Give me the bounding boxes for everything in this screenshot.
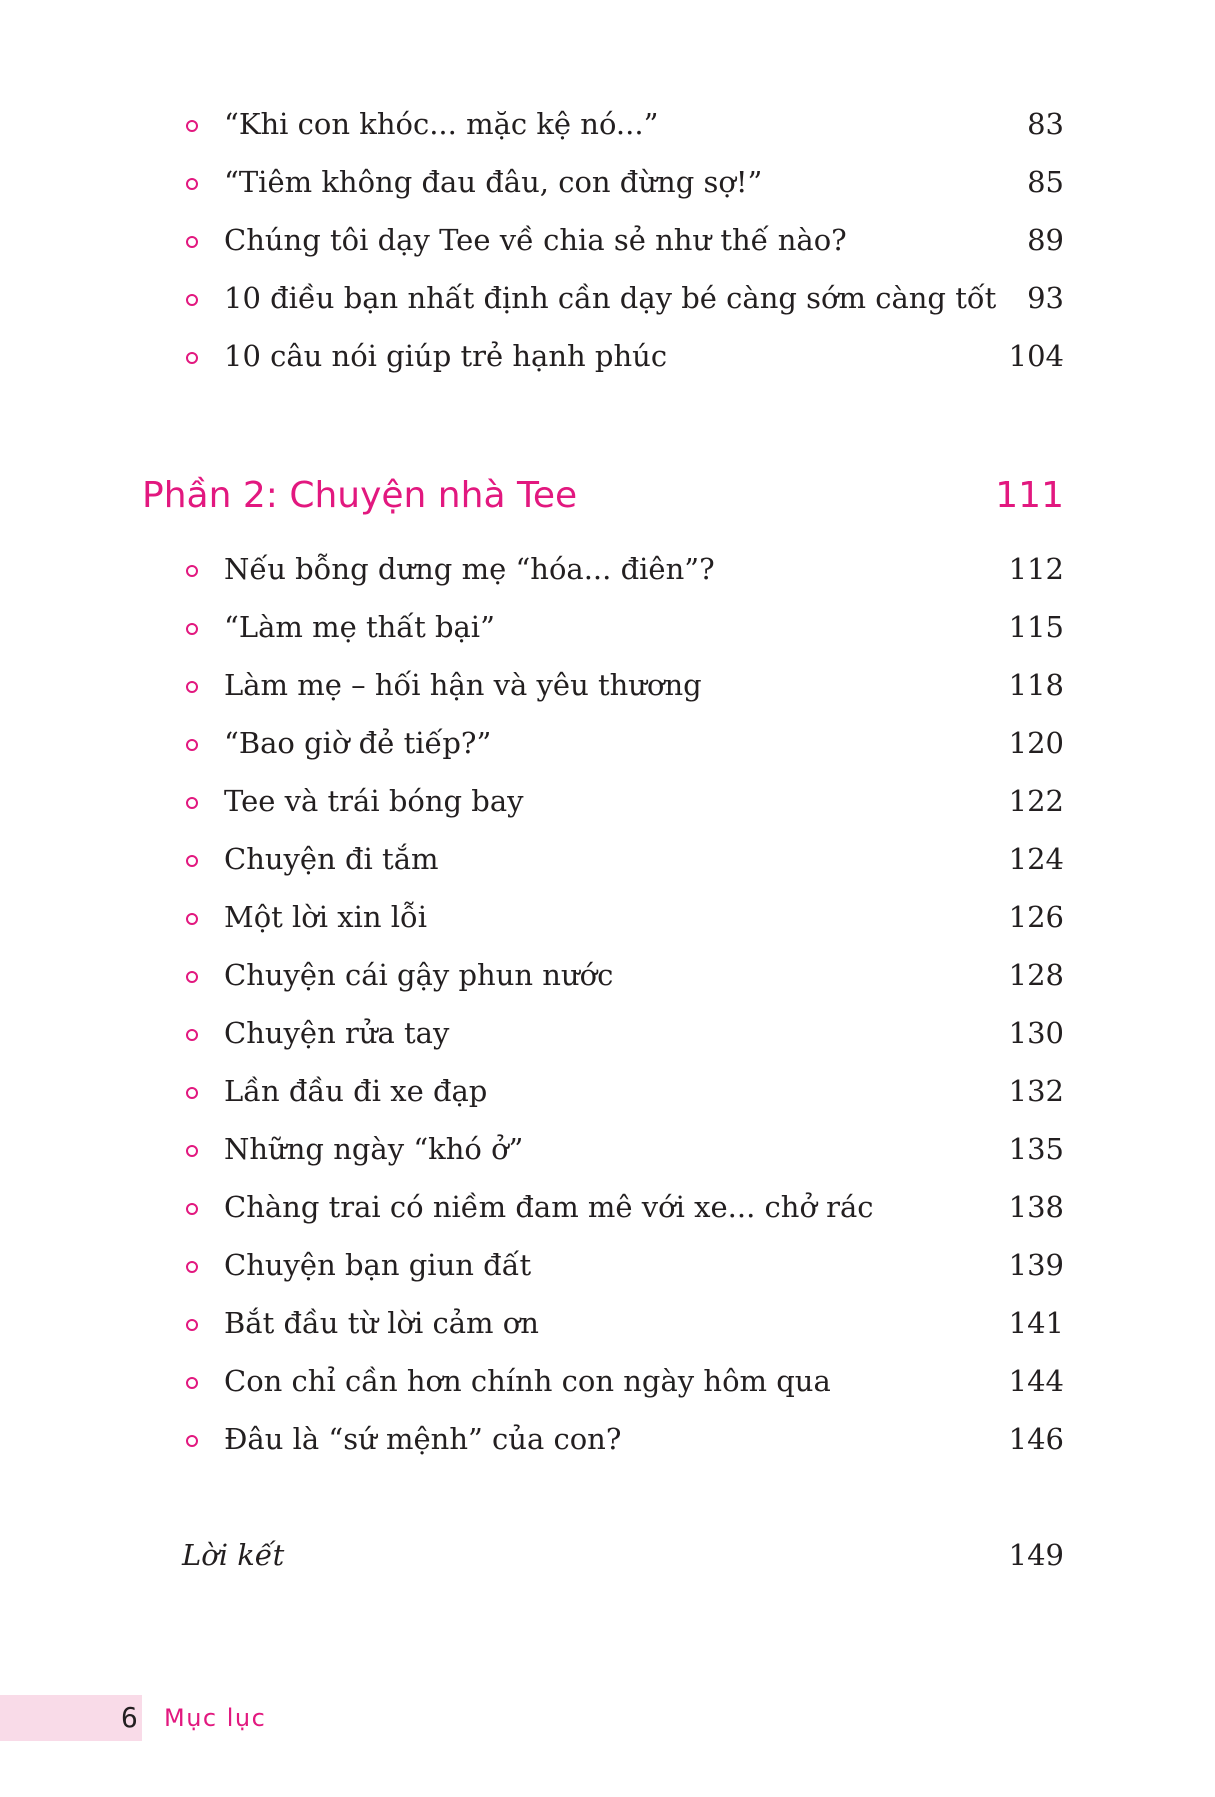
hollow-circle-icon	[186, 623, 198, 635]
toc-list-top	[182, 102, 1064, 392]
toc-entry[interactable]	[182, 721, 1064, 779]
toc-entry-title: “Bao giờ đẻ tiếp?”	[224, 726, 492, 760]
toc-entry[interactable]	[182, 1301, 1064, 1359]
toc-entry-title: Chuyện cái gậy phun nước	[224, 958, 614, 992]
toc-entry[interactable]	[182, 1127, 1064, 1185]
hollow-circle-icon	[186, 178, 198, 190]
toc-entry-page: 138	[1008, 1190, 1064, 1224]
hollow-circle-icon	[186, 236, 198, 248]
toc-entry[interactable]	[182, 547, 1064, 605]
footer-page-number: 6	[121, 1701, 138, 1734]
toc-entry-page: 139	[1008, 1248, 1064, 1282]
hollow-circle-icon	[186, 1435, 198, 1447]
hollow-circle-icon	[186, 1029, 198, 1041]
toc-entry[interactable]	[182, 1417, 1064, 1475]
toc-entry-title: 10 điều bạn nhất định cần dạy bé càng sớm càng tốt	[224, 281, 997, 315]
toc-entry-page: 126	[1008, 900, 1064, 934]
hollow-circle-icon	[186, 855, 198, 867]
toc-entry[interactable]	[182, 160, 1064, 218]
toc-entry[interactable]	[182, 1359, 1064, 1417]
hollow-circle-icon	[186, 1203, 198, 1215]
toc-entry-title: Chàng trai có niềm đam mê với xe... chở rác	[224, 1190, 874, 1224]
toc-entry[interactable]	[182, 605, 1064, 663]
toc-entry-page: 83	[1027, 107, 1064, 141]
hollow-circle-icon	[186, 1145, 198, 1157]
toc-entry[interactable]	[182, 334, 1064, 392]
toc-entry[interactable]	[182, 779, 1064, 837]
toc-entry-page: 128	[1008, 958, 1064, 992]
toc-entry-title: Những ngày “khó ở”	[224, 1132, 524, 1166]
toc-entry-page: 141	[1008, 1306, 1064, 1340]
toc-entry[interactable]	[182, 1185, 1064, 1243]
closing-title: Lời kết	[182, 1538, 285, 1572]
toc-entry-title: Chúng tôi dạy Tee về chia sẻ như thế nào?	[224, 223, 847, 257]
toc-entry[interactable]	[182, 1011, 1064, 1069]
toc-entry[interactable]	[182, 1069, 1064, 1127]
toc-entry[interactable]	[182, 1243, 1064, 1301]
footer-section-title: Mục lục	[164, 1704, 267, 1732]
hollow-circle-icon	[186, 1087, 198, 1099]
toc-entry-title: Nếu bỗng dưng mẹ “hóa... điên”?	[224, 552, 715, 586]
toc-entry[interactable]	[182, 837, 1064, 895]
toc-entry[interactable]	[182, 102, 1064, 160]
toc-entry-title: “Khi con khóc... mặc kệ nó...”	[224, 107, 659, 141]
hollow-circle-icon	[186, 294, 198, 306]
toc-entry-page: 118	[1008, 668, 1064, 702]
closing-entry[interactable]	[182, 1533, 1064, 1577]
hollow-circle-icon	[186, 1261, 198, 1273]
toc-entry-title: Đâu là “sứ mệnh” của con?	[224, 1422, 622, 1456]
toc-entry[interactable]	[182, 663, 1064, 721]
toc-entry-title: “Làm mẹ thất bại”	[224, 610, 495, 644]
toc-entry-title: Con chỉ cần hơn chính con ngày hôm qua	[224, 1364, 831, 1398]
toc-entry-page: 124	[1008, 842, 1064, 876]
toc-entry-page: 104	[1008, 339, 1064, 373]
toc-entry-title: Chuyện bạn giun đất	[224, 1248, 532, 1282]
toc-entry-title: Tee và trái bóng bay	[224, 784, 524, 818]
toc-entry-page: 120	[1008, 726, 1064, 760]
toc-entry-page: 135	[1008, 1132, 1064, 1166]
toc-entry-title: Chuyện đi tắm	[224, 842, 439, 876]
toc-entry-title: Làm mẹ – hối hận và yêu thương	[224, 668, 702, 702]
toc-entry-page: 115	[1008, 610, 1064, 644]
hollow-circle-icon	[186, 1377, 198, 1389]
hollow-circle-icon	[186, 565, 198, 577]
hollow-circle-icon	[186, 1319, 198, 1331]
toc-entry-title: Một lời xin lỗi	[224, 900, 428, 934]
toc-entry-page: 93	[1027, 281, 1064, 315]
hollow-circle-icon	[186, 681, 198, 693]
toc-entry-page: 144	[1008, 1364, 1064, 1398]
toc-entry[interactable]	[182, 895, 1064, 953]
toc-entry[interactable]	[182, 218, 1064, 276]
hollow-circle-icon	[186, 797, 198, 809]
toc-entry-page: 85	[1027, 165, 1064, 199]
toc-entry-page: 146	[1008, 1422, 1064, 1456]
toc-entry-page: 130	[1008, 1016, 1064, 1050]
hollow-circle-icon	[186, 739, 198, 751]
toc-entry[interactable]	[182, 953, 1064, 1011]
part-heading[interactable]	[142, 470, 1064, 522]
toc-entry[interactable]	[182, 276, 1064, 334]
toc-entry-title: Chuyện rửa tay	[224, 1016, 450, 1050]
part-title: Phần 2: Chuyện nhà Tee	[142, 475, 578, 516]
toc-entry-title: “Tiêm không đau đâu, con đừng sợ!”	[224, 165, 763, 199]
toc-entry-page: 132	[1008, 1074, 1064, 1108]
part-page: 111	[995, 475, 1064, 516]
hollow-circle-icon	[186, 120, 198, 132]
closing-page: 149	[1008, 1538, 1064, 1572]
hollow-circle-icon	[186, 971, 198, 983]
toc-entry-page: 89	[1027, 223, 1064, 257]
toc-entry-page: 122	[1008, 784, 1064, 818]
hollow-circle-icon	[186, 352, 198, 364]
toc-entry-title: Lần đầu đi xe đạp	[224, 1074, 488, 1108]
hollow-circle-icon	[186, 913, 198, 925]
toc-entry-title: 10 câu nói giúp trẻ hạnh phúc	[224, 339, 668, 373]
toc-entry-title: Bắt đầu từ lời cảm ơn	[224, 1306, 539, 1340]
toc-list-part2	[182, 547, 1064, 1475]
toc-entry-page: 112	[1008, 552, 1064, 586]
